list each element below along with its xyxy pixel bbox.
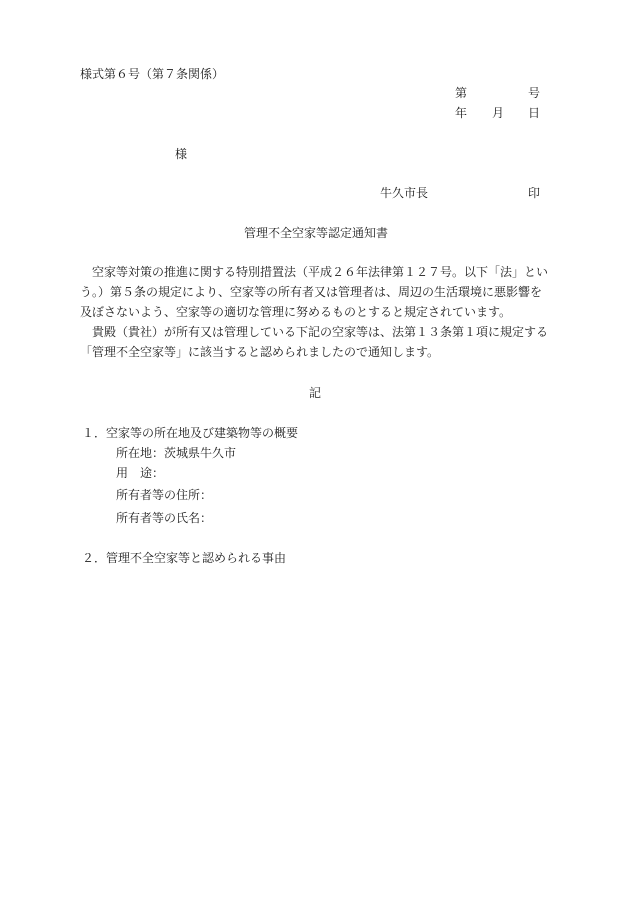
document-title: 管理不全空家等認定通知書 (244, 226, 389, 240)
paragraph-1: 空家等対策の推進に関する特別措置法（平成２６年法律第１２７号。以下「法」という。）第５条の規定により、空家等の所有者又は管理者は、周辺の生活環境に悪影響を及ぼさないよう、空家等の適切な管理に努めるものとすると規定されています。 (80, 265, 549, 319)
date-day: 日 (528, 106, 541, 120)
date-year: 年 (455, 106, 468, 120)
section-1-heading: １．空家等の所在地及び建築物等の概要 (82, 426, 299, 440)
paragraph-2: 貴殿（貴社）が所有又は管理している下記の空家等は、法第１３条第１項に規定する「管理不全空家等」に該当すると認められましたので通知します。 (80, 325, 549, 359)
body-text (80, 262, 552, 362)
usage-field: 用 途： (116, 466, 165, 480)
section-2-heading: ２．管理不全空家等と認められる事由 (82, 551, 287, 565)
addressee-honorific: 様 (175, 147, 188, 161)
issuer: 牛久市長 (380, 186, 429, 200)
date-month: 月 (492, 106, 505, 120)
seal: 印 (528, 186, 541, 200)
doc-number-prefix: 第 (455, 86, 468, 100)
owner-address-field: 所有者等の住所： (116, 488, 213, 502)
owner-name-field: 所有者等の氏名： (116, 511, 213, 525)
location-field: 所在地：茨城県牛久市 (116, 446, 237, 460)
ki-marker: 記 (309, 386, 322, 400)
form-number: 様式第６号（第７条関係） (80, 67, 225, 81)
doc-number-suffix: 号 (528, 86, 541, 100)
